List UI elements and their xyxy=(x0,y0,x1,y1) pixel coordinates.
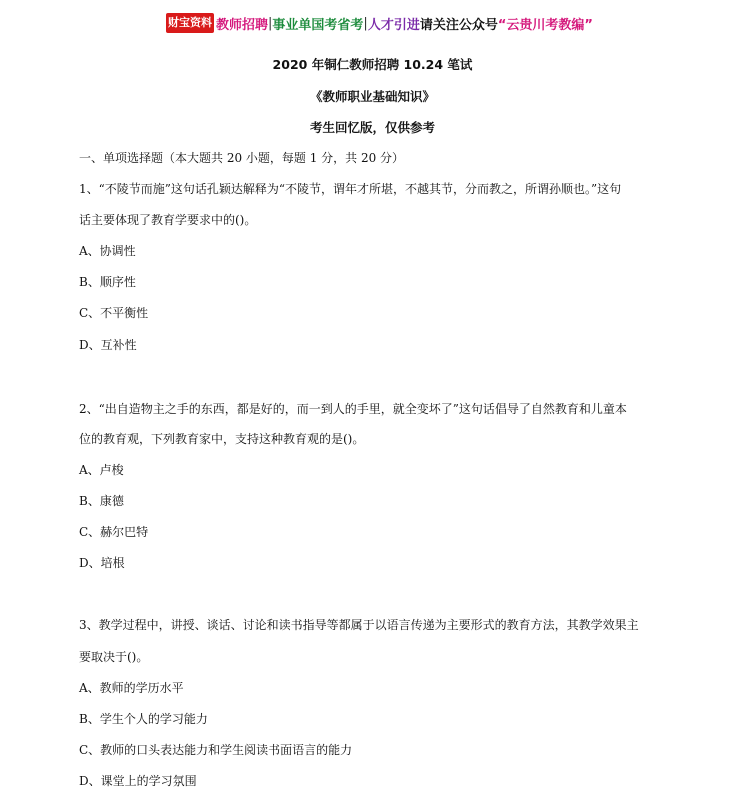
question-2-option-c: C、赫尔巴特 xyxy=(79,525,149,539)
question-1-option-b: B、顺序性 xyxy=(79,275,136,289)
follow-text: 请关注公众号 xyxy=(419,17,498,33)
question-3-option-a: A、教师的学历水平 xyxy=(79,681,184,695)
header-separator: | xyxy=(363,15,368,31)
question-2-option-d: D、培根 xyxy=(79,556,125,570)
logo: 财宝资料 xyxy=(166,13,214,33)
question-1-option-c: C、不平衡性 xyxy=(79,306,149,320)
question-1-option-d: D、互补性 xyxy=(79,338,137,352)
question-1-stem-line1: 1、“不陵节而施”这句话孔颖达解释为“不陵节，谓年才所堪，不越其节，分而教之，所谓孙顺也。”这句 xyxy=(79,182,622,196)
talent-text: 人才引进 xyxy=(367,17,420,33)
question-2-option-a: A、卢梭 xyxy=(79,463,124,477)
question-2-stem-line2: 位的教育观，下列教育家中，支持这种教育观的是()。 xyxy=(79,432,365,446)
account-name: “云贵川考教编” xyxy=(497,17,593,33)
doc-title: 2020 年铜仁教师招聘 10.24 笔试 xyxy=(272,57,473,72)
question-2-option-b: B、康德 xyxy=(79,494,124,508)
public-exam-text: 事业单国考省考 xyxy=(272,17,364,33)
doc-note: 考生回忆版，仅供参考 xyxy=(309,120,435,135)
question-1-stem-line2: 话主要体现了教育学要求中的()。 xyxy=(79,213,257,227)
teacher-recruit-text: 教师招聘 xyxy=(216,17,269,33)
question-1-option-a: A、协调性 xyxy=(79,244,136,258)
question-3-stem-line2: 要取决于()。 xyxy=(79,650,149,664)
question-3-stem-line1: 3、教学过程中，讲授、谈话、讨论和读书指导等都属于以语言传递为主要形式的教育方法，其教学效果主 xyxy=(79,618,639,632)
question-3-option-d: D、课堂上的学习氛围 xyxy=(79,774,197,788)
promo-header xyxy=(166,12,593,34)
question-3-option-c: C、教师的口头表达能力和学生阅读书面语言的能力 xyxy=(79,743,353,757)
header-separator: | xyxy=(268,15,273,31)
question-2-stem-line1: 2、“出自造物主之手的东西，都是好的，而一到人的手里，就全变坏了”这句话倡导了自然教育和儿童本 xyxy=(79,402,627,416)
section-heading: 一、单项选择题（本大题共 20 小题，每题 1 分，共 20 分） xyxy=(79,151,405,165)
doc-subtitle: 《教师职业基础知识》 xyxy=(309,89,435,104)
question-3-option-b: B、学生个人的学习能力 xyxy=(79,712,208,726)
